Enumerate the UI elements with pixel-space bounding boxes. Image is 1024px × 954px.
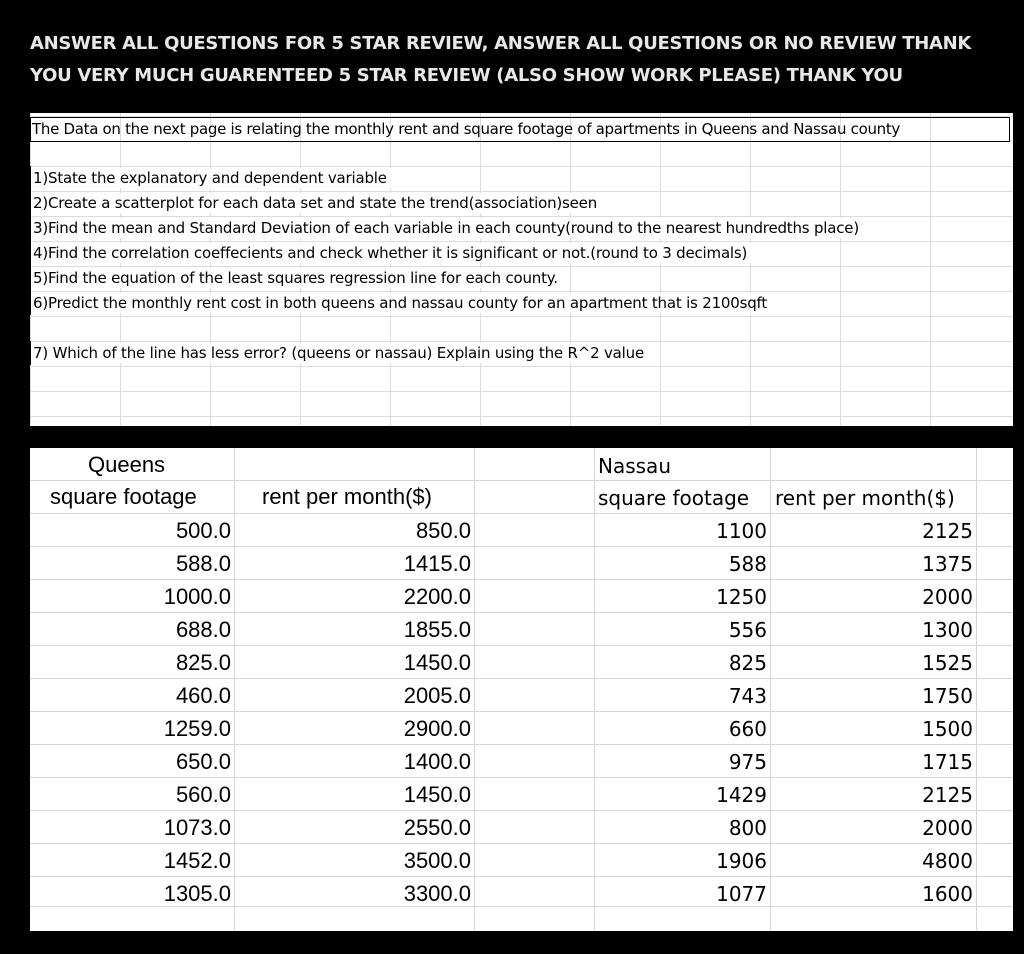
nassau-title: Nassau — [598, 454, 671, 478]
queens-rent-cell: 2550.0 — [403, 815, 471, 840]
queens-rent-cell: 1400.0 — [403, 749, 471, 774]
nassau-sqft-cell: 556 — [728, 618, 767, 642]
queens-title: Queens — [88, 452, 166, 477]
nassau-sqft-cell: 1906 — [716, 849, 767, 873]
header-line-2: YOU VERY MUCH GUARENTEED 5 STAR REVIEW (ALSO SHOW WORK PLEASE) THANK YOU — [30, 65, 903, 86]
nassau-rent-cell: 1300 — [922, 618, 973, 642]
question-2: 2)Create a scatterplot for each data set and state the trend(association)seen — [33, 193, 601, 213]
question-6: 6)Predict the monthly rent cost in both queens and nassau county for an apartment that is 2100sqft — [33, 293, 771, 313]
question-4: 4)Find the correlation coeffecients and check whether it is significant or not.(round to 3 decimals) — [33, 243, 751, 263]
queens-sqft-cell: 1259.0 — [163, 716, 231, 741]
nassau-sqft-cell: 588 — [728, 552, 767, 576]
grid-column-line — [770, 448, 771, 931]
queens-sqft-cell: 460.0 — [175, 683, 231, 708]
nassau-rent-header: rent per month($) — [775, 486, 955, 510]
queens-sqft-cell: 1305.0 — [163, 881, 231, 906]
queens-sqft-cell: 825.0 — [175, 650, 231, 675]
question-1: 1)State the explanatory and dependent variable — [33, 168, 391, 188]
queens-sqft-cell: 1073.0 — [163, 815, 231, 840]
queens-rent-header: rent per month($) — [262, 484, 432, 509]
nassau-rent-cell: 2125 — [922, 783, 973, 807]
page-header — [30, 28, 1015, 92]
queens-sqft-header: square footage — [50, 484, 197, 509]
question-5: 5)Find the equation of the least squares regression line for each county. — [33, 268, 562, 288]
nassau-rent-cell: 1375 — [922, 552, 973, 576]
queens-sqft-cell: 1452.0 — [163, 848, 231, 873]
queens-rent-cell: 3300.0 — [403, 881, 471, 906]
data-spreadsheet — [30, 448, 1013, 931]
nassau-rent-cell: 1500 — [922, 717, 973, 741]
queens-rent-cell: 1450.0 — [403, 782, 471, 807]
question-3: 3)Find the mean and Standard Deviation of each variable in each county(round to the nearest hundredths place) — [33, 218, 863, 238]
queens-sqft-cell: 588.0 — [175, 551, 231, 576]
queens-rent-cell: 2900.0 — [403, 716, 471, 741]
grid-column-line — [234, 448, 235, 931]
queens-sqft-cell: 500.0 — [175, 518, 231, 543]
nassau-sqft-cell: 660 — [728, 717, 767, 741]
queens-rent-cell: 3500.0 — [403, 848, 471, 873]
nassau-sqft-cell: 743 — [728, 684, 767, 708]
questions-border — [30, 166, 31, 315]
queens-rent-cell: 1450.0 — [403, 650, 471, 675]
questions-spreadsheet — [30, 113, 1013, 426]
nassau-sqft-cell: 825 — [728, 651, 767, 675]
nassau-rent-cell: 1715 — [922, 750, 973, 774]
queens-rent-cell: 850.0 — [415, 518, 471, 543]
queens-rent-cell: 2005.0 — [403, 683, 471, 708]
queens-sqft-cell: 650.0 — [175, 749, 231, 774]
queens-sqft-cell: 560.0 — [175, 782, 231, 807]
grid-column-line — [594, 448, 595, 931]
nassau-rent-cell: 2000 — [922, 585, 973, 609]
nassau-sqft-cell: 975 — [728, 750, 767, 774]
nassau-sqft-cell: 1077 — [716, 882, 767, 906]
nassau-sqft-header: square footage — [598, 486, 750, 510]
nassau-rent-cell: 1750 — [922, 684, 973, 708]
nassau-sqft-cell: 1250 — [716, 585, 767, 609]
nassau-sqft-cell: 1100 — [716, 519, 767, 543]
question-7-border — [30, 341, 31, 365]
header-line-1: ANSWER ALL QUESTIONS FOR 5 STAR REVIEW, ANSWER ALL QUESTIONS OR NO REVIEW THANK — [30, 33, 972, 54]
nassau-rent-cell: 2000 — [922, 816, 973, 840]
nassau-rent-cell: 4800 — [922, 849, 973, 873]
nassau-rent-cell: 2125 — [922, 519, 973, 543]
nassau-sqft-cell: 800 — [728, 816, 767, 840]
grid-column-line — [474, 448, 475, 931]
queens-rent-cell: 2200.0 — [403, 584, 471, 609]
nassau-rent-cell: 1525 — [922, 651, 973, 675]
question-7: 7) Which of the line has less error? (queens or nassau) Explain using the R^2 value — [33, 343, 648, 363]
queens-rent-cell: 1415.0 — [403, 551, 471, 576]
queens-sqft-cell: 1000.0 — [163, 584, 231, 609]
queens-sqft-cell: 688.0 — [175, 617, 231, 642]
nassau-rent-cell: 1600 — [922, 882, 973, 906]
queens-rent-cell: 1855.0 — [403, 617, 471, 642]
grid-column-line — [976, 448, 977, 931]
nassau-sqft-cell: 1429 — [716, 783, 767, 807]
intro-text: The Data on the next page is relating the monthly rent and square footage of apartments in Queens and Nassau county — [30, 117, 1010, 142]
